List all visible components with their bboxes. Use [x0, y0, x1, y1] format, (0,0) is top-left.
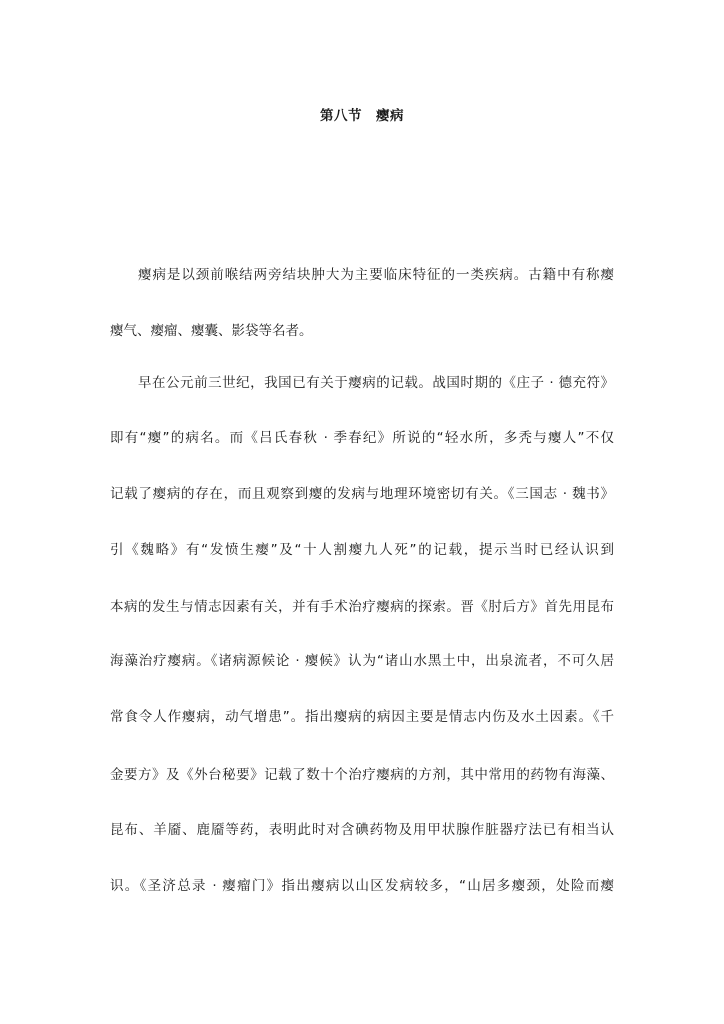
paragraph-line: 本病的发生与情志因素有关，并有手术治疗瘿病的探索。晋《肘后方》首先用昆布: [110, 599, 614, 615]
paragraph-line: 昆布、羊靥、鹿靥等药，表明此时对含碘药物及用甲状腺作脏器疗法已有相当认: [110, 822, 614, 838]
paragraph-line: 引《魏略》有“发愤生瘿”及“十人割瘿九人死”的记载，提示当时已经认识到: [110, 542, 614, 558]
paragraph-line: 常食令人作瘿病，动气增患”。指出瘿病的病因主要是情志内伤及水土因素。《千: [110, 709, 614, 725]
section-title: 第八节 瘿病: [320, 108, 404, 124]
paragraph-line: 瘿气、瘿瘤、瘿囊、影袋等名者。: [110, 323, 313, 339]
paragraph-line: 识。《圣济总录 · 瘿瘤门》指出瘿病以山区发病较多，“山居多瘿颈，处险而瘿: [110, 878, 614, 894]
paragraph-line: 即有“瘿”的病名。而《吕氏春秋 · 季春纪》所说的“轻水所，多秃与瘿人”不仅: [110, 430, 614, 446]
paragraph-line: 记载了瘿病的存在，而且观察到瘿的发病与地理环境密切有关。《三国志 · 魏书》: [110, 486, 614, 502]
paragraph-line: 海藻治疗瘿病。《诸病源候论 · 瘿候》认为“诸山水黑土中，出泉流者，不可久居: [110, 653, 614, 669]
paragraph-line: 瘿病是以颈前喉结两旁结块肿大为主要临床特征的一类疾病。古籍中有称瘿: [138, 267, 614, 283]
paragraph-line: 金要方》及《外台秘要》记载了数十个治疗瘿病的方剂，其中常用的药物有海藻、: [110, 767, 614, 783]
paragraph-line: 早在公元前三世纪，我国已有关于瘿病的记载。战国时期的《庄子 · 德充符》: [138, 375, 614, 391]
